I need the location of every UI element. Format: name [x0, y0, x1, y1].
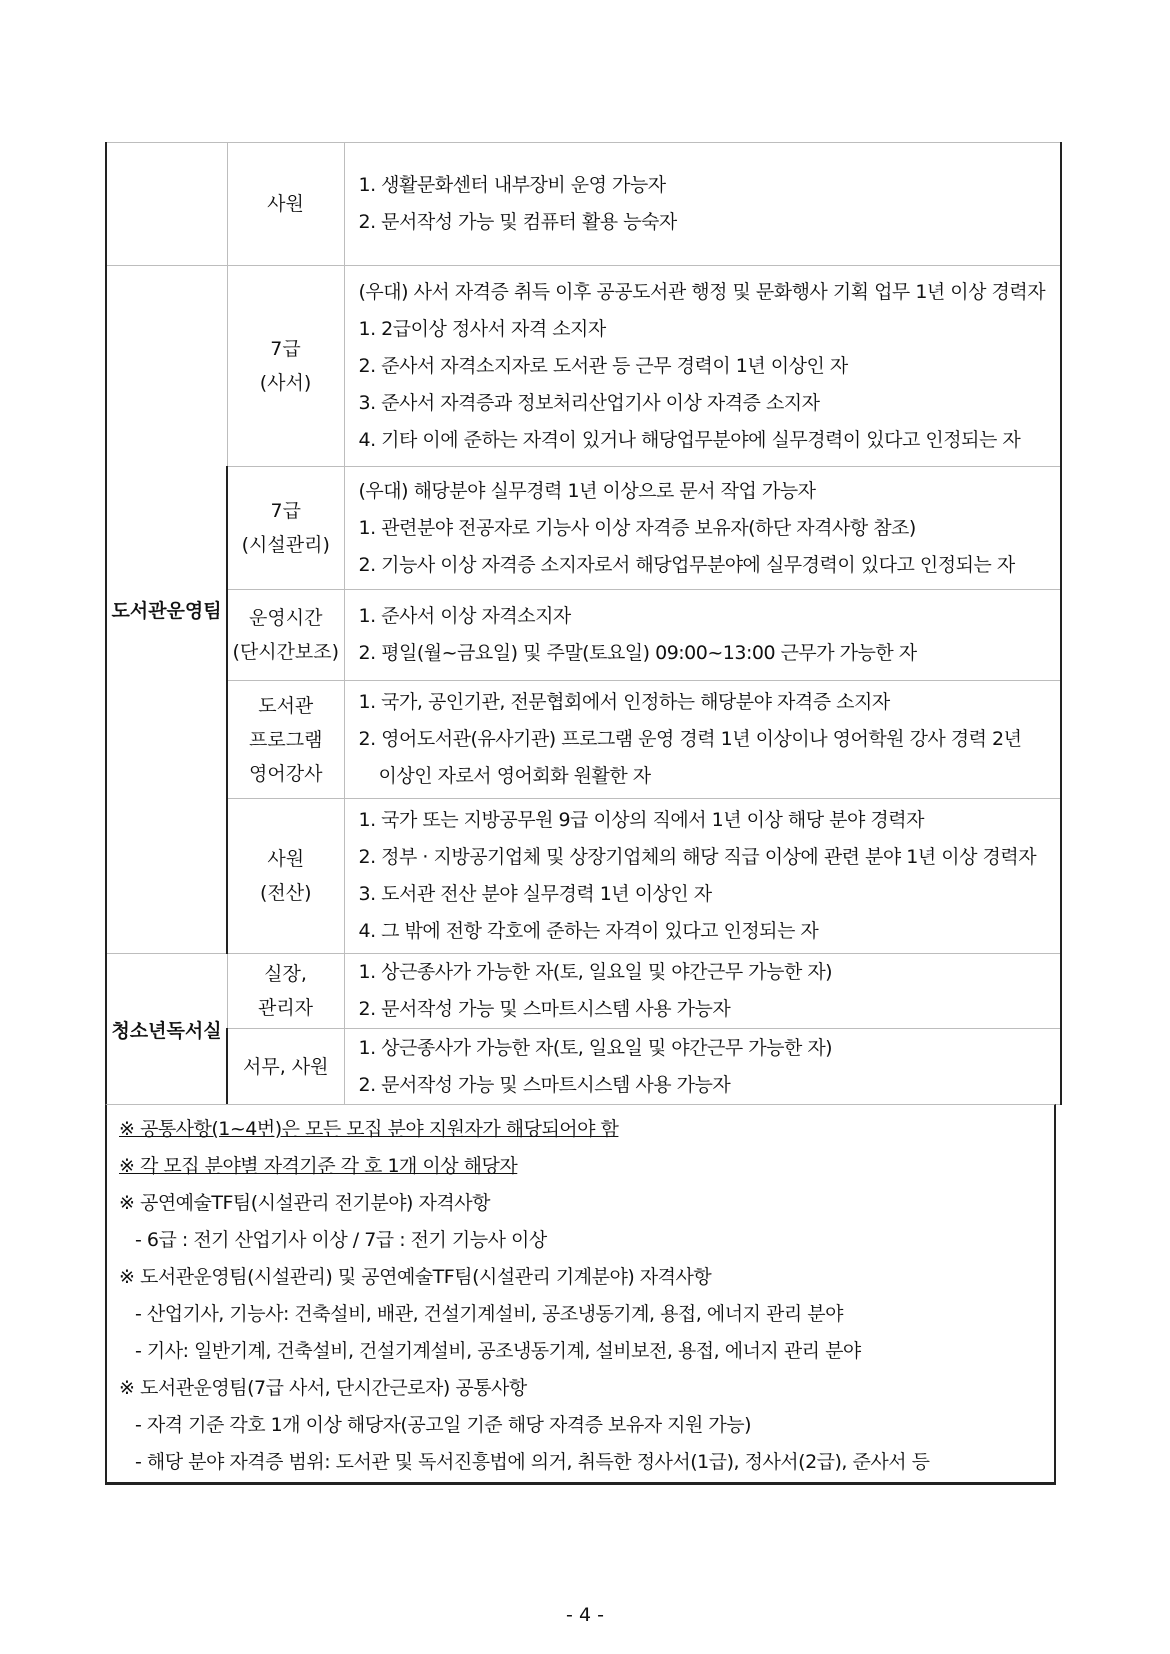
- role-cell: [227, 467, 344, 590]
- requirements-cell: [344, 467, 1061, 590]
- note: ※ 각 모집 분야별 자격기준 각 호 1개 이상 해당자: [119, 1155, 518, 1177]
- role-cell: [227, 590, 344, 681]
- requirement: 2. 문서작성 가능 및 스마트시스템 사용 가능자: [358, 998, 731, 1020]
- table-row: [106, 590, 1061, 681]
- requirement: 4. 기타 이에 준하는 자격이 있거나 해당업무분야에 실무경력이 있다고 인정되는 자: [358, 428, 1021, 451]
- role-label: 7급: [270, 500, 301, 522]
- role-label: 사원: [267, 848, 305, 870]
- table-row: [106, 1029, 1061, 1105]
- requirements-cell: [344, 681, 1061, 799]
- dept-library-operations: 도서관운영팀: [106, 266, 227, 954]
- role-label: 영어강사: [249, 762, 323, 785]
- note-sub: - 기사: 일반기계, 건축설비, 건설기계설비, 공조냉동기계, 설비보전, 용접, 에너지 관리 분야: [135, 1340, 861, 1362]
- note-sub: - 6급 : 전기 산업기사 이상 / 7급 : 전기 기능사 이상: [135, 1229, 547, 1251]
- role-label: (단시간보조): [232, 641, 340, 663]
- requirement: (우대) 사서 자격증 취득 이후 공공도서관 행정 및 문화행사 기획 업무 1년 이상 경력자: [358, 280, 1046, 303]
- table-row: [106, 467, 1061, 590]
- dept-cell-continued: [106, 143, 227, 266]
- requirements-cell: [344, 266, 1061, 467]
- requirements-cell: [344, 143, 1061, 266]
- notes-box: [105, 1104, 1056, 1485]
- role-cell: [227, 143, 344, 266]
- requirement: 1. 관련분야 전공자로 기능사 이상 자격증 보유자(하단 자격사항 참조): [358, 516, 916, 539]
- requirement: 2. 기능사 이상 자격증 소지자로서 해당업무분야에 실무경력이 있다고 인정되는 자: [358, 553, 1015, 576]
- note: ※ 도서관운영팀(시설관리) 및 공연예술TF팀(시설관리 기계분야) 자격사항: [119, 1266, 712, 1288]
- requirement: 2. 준사서 자격소지자로 도서관 등 근무 경력이 1년 이상인 자: [358, 354, 848, 377]
- requirement: 1. 상근종사가 가능한 자(토, 일요일 및 야간근무 가능한 자): [358, 961, 833, 983]
- role-cell: [227, 799, 344, 954]
- requirement: 2. 문서작성 가능 및 컴퓨터 활용 능숙자: [358, 211, 677, 233]
- role-label: (시설관리): [241, 534, 330, 556]
- role-cell: [227, 954, 344, 1029]
- requirement: 2. 문서작성 가능 및 스마트시스템 사용 가능자: [358, 1073, 731, 1096]
- requirement: 1. 상근종사가 가능한 자(토, 일요일 및 야간근무 가능한 자): [358, 1036, 833, 1059]
- note-sub: - 해당 분야 자격증 범위: 도서관 및 독서진흥법에 의거, 취득한 정사서(1급), 정사서(2급), 준사서 등: [135, 1451, 930, 1473]
- role-cell: [227, 681, 344, 799]
- requirement: 2. 정부 · 지방공기업체 및 상장기업체의 해당 직급 이상에 관련 분야 1년 이상 경력자: [358, 846, 1037, 868]
- page-number: - 4 -: [566, 1604, 604, 1626]
- note-sub: - 산업기사, 기능사: 건축설비, 배관, 건설기계설비, 공조냉동기계, 용접, 에너지 관리 분야: [135, 1303, 843, 1325]
- requirement: 4. 그 밖에 전항 각호에 준하는 자격이 있다고 인정되는 자: [358, 920, 819, 942]
- requirement: 2. 영어도서관(유사기관) 프로그램 운영 경력 1년 이상이나 영어학원 강사 경력 2년: [358, 728, 1022, 750]
- role-label: (전산): [259, 882, 312, 904]
- qualification-table: [105, 142, 1062, 1105]
- note-sub: - 자격 기준 각호 1개 이상 해당자(공고일 기준 해당 자격증 보유자 지원 가능): [135, 1414, 752, 1436]
- requirement: 2. 평일(월~금요일) 및 주말(토요일) 09:00~13:00 근무가 가능한 자: [358, 642, 917, 664]
- requirement: 1. 2급이상 정사서 자격 소지자: [358, 317, 606, 340]
- requirement: 3. 준사서 자격증과 정보처리산업기사 이상 자격증 소지자: [358, 391, 820, 414]
- role-label: 프로그램: [249, 728, 323, 751]
- role-cell: [227, 1029, 344, 1105]
- requirements-cell: [344, 799, 1061, 954]
- note: ※ 도서관운영팀(7급 사서, 단시간근로자) 공통사항: [119, 1377, 527, 1399]
- dept-youth-reading-room: 청소년독서실: [106, 954, 227, 1105]
- table-row: [106, 143, 1061, 266]
- requirements-cell: [344, 590, 1061, 681]
- role-cell: [227, 266, 344, 467]
- requirement: (우대) 해당분야 실무경력 1년 이상으로 문서 작업 가능자: [358, 479, 816, 502]
- requirement: 1. 생활문화센터 내부장비 운영 가능자: [358, 174, 666, 196]
- table-row: [106, 799, 1061, 954]
- requirement: 1. 준사서 이상 자격소지자: [358, 605, 571, 627]
- requirement: 3. 도서관 전산 분야 실무경력 1년 이상인 자: [358, 883, 712, 905]
- note: ※ 공통사항(1~4번)은 모든 모집 분야 지원자가 해당되어야 함: [119, 1118, 619, 1140]
- role-label: 실장,: [264, 963, 307, 985]
- table-row: [106, 954, 1061, 1029]
- note: ※ 공연예술TF팀(시설관리 전기분야) 자격사항: [119, 1192, 490, 1214]
- requirement-continuation: 이상인 자로서 영어회화 원활한 자: [378, 765, 651, 787]
- role-label: 운영시간: [249, 607, 323, 629]
- role-label: 서무, 사원: [243, 1055, 329, 1078]
- requirements-cell: [344, 1029, 1061, 1105]
- role-label: (사서): [259, 372, 312, 394]
- table-row: [106, 681, 1061, 799]
- role-label: 7급: [270, 338, 301, 360]
- table-row: [106, 266, 1061, 467]
- role-label: 관리자: [257, 997, 314, 1019]
- role-label: 도서관: [258, 694, 314, 717]
- requirement: 1. 국가, 공인기관, 전문협회에서 인정하는 해당분야 자격증 소지자: [358, 691, 890, 713]
- requirement: 1. 국가 또는 지방공무원 9급 이상의 직에서 1년 이상 해당 분야 경력자: [358, 809, 924, 831]
- role-label: 사원: [267, 193, 304, 215]
- requirements-cell: [344, 954, 1061, 1029]
